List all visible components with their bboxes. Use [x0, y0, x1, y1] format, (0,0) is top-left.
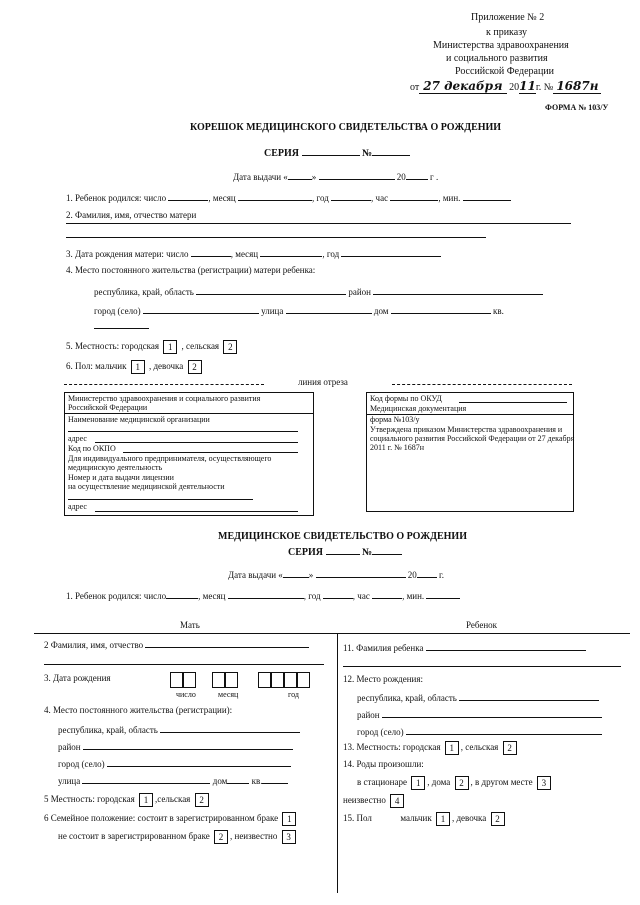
marital-status-row-2 [58, 830, 298, 844]
day-cell[interactable] [183, 672, 196, 688]
not-married-label: не состоит в зарегистрированном браке [58, 831, 210, 842]
mother-name-field[interactable] [145, 638, 309, 648]
birthplace-district-row [357, 708, 602, 720]
birth-min-label: , мин. [438, 193, 461, 203]
mother-birth-month-label: , месяц [230, 249, 259, 259]
stub-title: КОРЕШОК МЕДИЦИНСКОГО СВИДЕТЕЛЬСТВА О РОЖДЕНИИ [190, 122, 502, 133]
series-field[interactable] [302, 146, 360, 156]
city-label: город (село) [94, 306, 141, 316]
mother-birth-month-field[interactable] [260, 247, 322, 257]
birthplace-city-field[interactable] [406, 725, 602, 735]
child-surname-field-2[interactable] [343, 666, 621, 667]
approval-line-3: 2011 г. № 1687н [370, 443, 424, 452]
child-locality-rural-box[interactable]: 2 [503, 741, 517, 755]
child-surname-row [343, 641, 586, 653]
stub-field-4-label: 4. Место постоянного жительства (регистрации) матери ребенка: [66, 265, 316, 275]
mother-apt-field[interactable] [262, 774, 288, 784]
mother-name-label: 2 Фамилия, имя, отчество [44, 640, 144, 650]
cert-issue-month-field[interactable] [316, 568, 406, 578]
cert-birth-year-field[interactable] [323, 589, 353, 599]
license-line-2: на осуществление медицинской деятельности [68, 482, 225, 491]
mother-name-line-2[interactable] [66, 237, 486, 238]
home-label: , дома [427, 777, 451, 788]
issue-year-field[interactable] [406, 170, 428, 180]
street-label: улица [261, 306, 284, 316]
cut-line-right [392, 384, 572, 385]
handwritten-year: 11 [519, 79, 536, 93]
birthplace-region-label: республика, край, область [357, 693, 457, 703]
org-address-field[interactable] [95, 442, 298, 443]
mother-birth-day-label: 3. Дата рождения матери: число [66, 249, 189, 259]
certificate-title: МЕДИЦИНСКОЕ СВИДЕТЕЛЬСТВО О РОЖДЕНИИ [218, 531, 467, 542]
header-order-date [410, 79, 601, 93]
cert-birth-day-field[interactable] [166, 589, 198, 599]
married-label: 6 Семейное положение: состоит в зарегистрированном браке [44, 813, 279, 824]
ent-address-field[interactable] [95, 511, 298, 512]
form-number-label: форма №103/у [370, 415, 420, 424]
mother-locality-urban-label: 5 Местность: городская [44, 794, 135, 805]
issue-month-field[interactable] [319, 170, 395, 180]
cert-birth-day-label: 1. Ребенок родился: число [66, 591, 167, 601]
locality-urban-label: 5. Местность: городская [66, 341, 160, 352]
mother-region-field[interactable] [160, 723, 300, 733]
cert-number-label: № [362, 547, 373, 558]
birthplace-district-field[interactable] [382, 708, 602, 718]
ent-address-label: адрес [68, 502, 87, 511]
not-married-box[interactable]: 2 [214, 830, 228, 844]
header-line-4: и социального развития [446, 53, 548, 64]
birth-year-label: , год [312, 193, 329, 203]
child-column-header: Ребенок [466, 620, 498, 630]
marital-unknown-box[interactable]: 3 [282, 830, 296, 844]
number-field[interactable] [372, 146, 410, 156]
child-locality-row [343, 741, 519, 755]
year-cell[interactable] [258, 672, 271, 688]
birthplace-label: 12. Место рождения: [343, 674, 424, 684]
stub-field-6 [66, 360, 204, 374]
sex-boy-box[interactable]: 1 [131, 360, 145, 374]
mother-locality-urban-box[interactable]: 1 [139, 793, 153, 807]
issue-date-label: Дата выдачи « [233, 172, 288, 182]
month-cell[interactable] [212, 672, 225, 688]
approval-line-2: социального развития Российской Федерации от 27 декабря [370, 434, 575, 443]
mother-house-label: дом [212, 776, 228, 786]
birthplace-city-row [357, 725, 602, 737]
birth-day-label: 1. Ребенок родился: число [66, 193, 167, 203]
header-line-2: к приказу [486, 27, 527, 38]
entrepreneur-line-1: Для индивидуального предпринимателя, осуществляющего [68, 454, 272, 463]
delivery-unknown-box[interactable]: 4 [390, 794, 404, 808]
year-prefix: 20 [509, 82, 520, 93]
stub-field-3 [66, 247, 441, 259]
year-cell[interactable] [271, 672, 284, 688]
marital-unknown-label: , неизвестно [230, 831, 278, 842]
marital-status-row-1 [44, 812, 298, 826]
locality-rural-box[interactable]: 2 [223, 340, 237, 354]
mother-birthdate-label: 3. Дата рождения [44, 673, 111, 683]
org-name-field[interactable] [68, 431, 298, 432]
stub-field-4-city [94, 304, 504, 316]
birthplace-district-label: район [357, 710, 380, 720]
issue-year-suffix: г . [430, 172, 439, 182]
locality-urban-box[interactable]: 1 [163, 340, 177, 354]
issue-date-close: » [311, 172, 317, 182]
child-locality-rural-label: , сельская [460, 742, 499, 753]
cert-issue-date [228, 568, 444, 580]
issue-year-label: 20 [396, 172, 406, 182]
child-sex-row [343, 812, 507, 826]
mother-region-label: республика, край, область [58, 725, 158, 735]
cut-line-left [64, 384, 264, 385]
apt-field[interactable] [94, 328, 149, 329]
stub-series [264, 146, 410, 159]
child-locality-urban-box[interactable]: 1 [445, 741, 459, 755]
cert-series-field[interactable] [326, 545, 360, 555]
delivery-unknown-label: неизвестно [343, 795, 386, 806]
other-place-label: , в другом месте [470, 777, 533, 788]
month-caption: месяц [218, 690, 239, 699]
cert-birth-month-label: , месяц [198, 591, 226, 601]
okpo-field[interactable] [123, 452, 298, 453]
birth-min-field[interactable] [463, 191, 511, 201]
sex-girl-box[interactable]: 2 [188, 360, 202, 374]
mother-apt-label: кв. [251, 776, 263, 786]
okud-field[interactable] [459, 402, 567, 403]
mother-residence-label: 4. Место постоянного жительства (регистрации): [44, 705, 233, 715]
birthplace-region-field[interactable] [459, 691, 599, 701]
year-cell[interactable] [284, 672, 297, 688]
mother-name-line-1[interactable] [66, 223, 571, 224]
column-divider [337, 633, 338, 893]
birth-hour-field[interactable] [390, 191, 438, 201]
birth-month-field[interactable] [238, 191, 312, 201]
district-field[interactable] [373, 285, 543, 295]
license-field[interactable] [68, 499, 253, 500]
other-place-box[interactable]: 3 [537, 776, 551, 790]
mother-house-field[interactable] [227, 774, 249, 784]
hospital-box[interactable]: 1 [411, 776, 425, 790]
child-boy-box[interactable]: 1 [436, 812, 450, 826]
child-surname-label: 11. Фамилия ребенка [343, 643, 424, 653]
approval-line-1: Утверждена приказом Министерства здравоохранения и [370, 425, 563, 434]
mother-district-row [58, 740, 293, 752]
okpo-label: Код по ОКПО [68, 444, 116, 453]
ministry-line: Министерство здравоохранения и социального развития [68, 394, 261, 403]
mother-city-row [58, 757, 291, 769]
cert-field-1 [66, 589, 460, 601]
year-cell[interactable] [297, 672, 310, 688]
mother-name-row [44, 638, 309, 650]
mother-birth-day-field[interactable] [191, 247, 231, 257]
month-cell[interactable] [225, 672, 238, 688]
mother-locality-rural-box[interactable]: 2 [195, 793, 209, 807]
cert-birth-min-field[interactable] [426, 589, 460, 599]
cert-issue-year-field[interactable] [417, 568, 437, 578]
mother-district-label: район [58, 742, 81, 752]
district-label: район [348, 287, 372, 297]
cert-issue-date-label: Дата выдачи « [228, 570, 283, 580]
divider [65, 413, 313, 414]
table-top-border [34, 633, 630, 634]
cert-issue-year-suffix: г. [439, 570, 444, 580]
series-label: СЕРИЯ [264, 148, 299, 159]
house-field[interactable] [391, 304, 491, 314]
house-label: дом [373, 306, 389, 316]
mother-birthdate-cells [170, 671, 310, 689]
day-cell[interactable] [170, 672, 183, 688]
entrepreneur-line-2: медицинскую деятельность [68, 463, 163, 472]
delivery-place-row [357, 776, 553, 790]
sex-girl-label: , девочка [148, 361, 184, 372]
mother-birth-year-label: , год [322, 249, 340, 259]
mother-city-field[interactable] [107, 757, 291, 767]
mother-city-label: город (село) [58, 759, 105, 769]
header-line-1: Приложение № 2 [471, 12, 545, 23]
form-code: ФОРМА № 103/У [545, 103, 609, 112]
child-boy-label: мальчик [400, 813, 432, 824]
cert-birth-hour-field[interactable] [372, 589, 402, 599]
mother-locality-rural-label: ,сельская [155, 794, 191, 805]
child-girl-label: , девочка [451, 813, 487, 824]
mother-name-field-2[interactable] [44, 664, 324, 665]
handwritten-date: 27 декабря [419, 79, 506, 94]
birth-hour-label: , час [371, 193, 389, 203]
cert-series-label: СЕРИЯ [288, 547, 323, 558]
mother-region-row [58, 723, 300, 735]
stub-field-1 [66, 191, 511, 203]
form-info-box [366, 392, 574, 512]
mother-district-field[interactable] [83, 740, 293, 750]
cert-birth-year-label: , год [303, 591, 321, 601]
mother-birth-year-field[interactable] [341, 247, 441, 257]
delivery-place-label: 14. Роды произошли: [343, 759, 424, 769]
certificate-series [288, 545, 402, 558]
org-address-label: адрес [68, 434, 87, 443]
cert-number-field[interactable] [372, 545, 402, 555]
child-girl-box[interactable]: 2 [491, 812, 505, 826]
delivery-unknown-row [343, 794, 406, 808]
birth-month-label: , месяц [208, 193, 236, 203]
mother-street-label: улица [58, 776, 81, 786]
cert-issue-date-close: » [308, 570, 314, 580]
org-name-label: Наименование медицинской организации [68, 415, 210, 424]
apt-label: кв. [492, 306, 504, 316]
handwritten-number: 1687н [553, 79, 601, 94]
organization-box [64, 392, 314, 516]
year-suffix: г. № [535, 82, 554, 93]
cert-birth-month-field[interactable] [228, 589, 304, 599]
mother-column-header: Мать [180, 620, 200, 630]
stub-field-5 [66, 340, 239, 354]
header-line-3: Министерства здравоохранения [433, 40, 569, 51]
mother-street-field[interactable] [82, 774, 210, 784]
cert-birth-hour-label: , час [352, 591, 370, 601]
region-label: республика, край, область [94, 287, 194, 297]
cert-issue-year-label: 20 [407, 570, 417, 580]
from-prefix: от [410, 82, 420, 93]
number-label: № [362, 148, 373, 159]
mother-street-row [58, 774, 288, 786]
birth-year-field[interactable] [331, 191, 371, 201]
child-locality-urban-label: 13. Местность: городская [343, 742, 441, 753]
birthplace-city-label: город (село) [357, 727, 404, 737]
sex-boy-label: 6. Пол: мальчик [66, 361, 127, 372]
header-line-5: Российской Федерации [455, 66, 555, 77]
cut-line-label: линия отреза [298, 377, 348, 387]
street-field[interactable] [286, 304, 372, 314]
married-box[interactable]: 1 [282, 812, 296, 826]
city-field[interactable] [143, 304, 259, 314]
federation-line: Российской Федерации [68, 403, 148, 412]
birthplace-region-row [357, 691, 599, 703]
child-surname-field[interactable] [426, 641, 586, 651]
region-field[interactable] [196, 285, 346, 295]
home-box[interactable]: 2 [455, 776, 469, 790]
med-doc-label: Медицинская документация [370, 404, 467, 413]
issue-day-field[interactable] [288, 170, 312, 180]
year-caption: год [288, 690, 299, 699]
stub-issue-date [233, 170, 438, 182]
mother-locality-row [44, 793, 211, 807]
day-caption: число [176, 690, 196, 699]
cert-issue-day-field[interactable] [283, 568, 309, 578]
stub-field-2-label: 2. Фамилия, имя, отчество матери [66, 210, 197, 220]
locality-rural-label: , сельская [181, 341, 220, 352]
license-line-1: Номер и дата выдачи лицензии [68, 473, 174, 482]
cert-birth-min-label: , мин. [402, 591, 425, 601]
stub-field-4-region [94, 285, 543, 297]
birth-day-field[interactable] [168, 191, 208, 201]
hospital-label: в стационаре [357, 777, 407, 788]
okud-label: Код формы по ОКУД [370, 394, 442, 403]
child-sex-label: 15. Пол [343, 813, 372, 824]
